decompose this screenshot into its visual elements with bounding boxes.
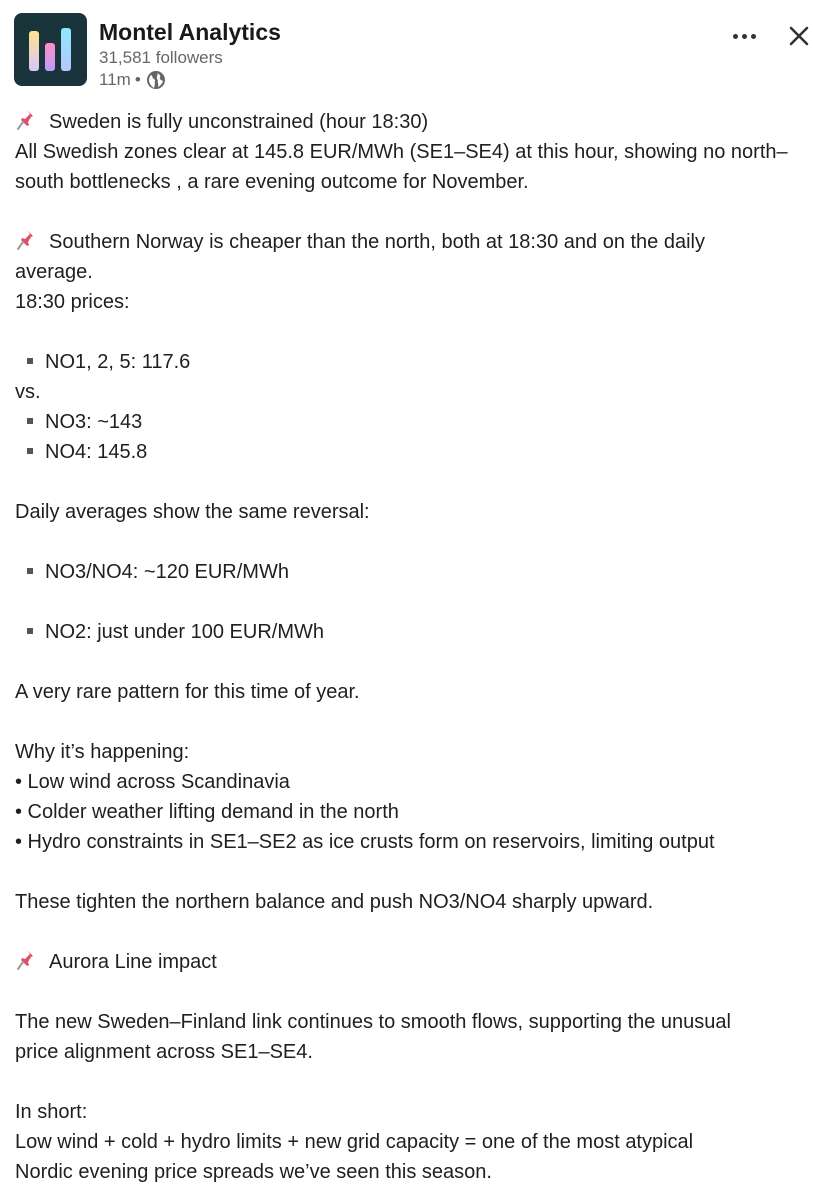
post-time: 11m <box>99 70 131 89</box>
text-line: • Hydro constraints in SE1–SE2 as ice crusts form on reservoirs, limiting output <box>15 831 715 853</box>
text-line <box>15 107 810 137</box>
company-name[interactable]: Montel Analytics <box>99 19 281 45</box>
text-line: A very rare pattern for this time of year. <box>15 681 360 703</box>
text-line: • Low wind across Scandinavia <box>15 771 290 793</box>
section-heading: Sweden is fully unconstrained (hour 18:30) <box>49 111 429 133</box>
logo-bar <box>29 31 39 71</box>
text-line <box>15 227 810 257</box>
pushpin-icon <box>15 108 39 132</box>
follower-count: 31,581 followers <box>99 48 223 67</box>
bullet-square-icon <box>27 448 33 454</box>
blank-line <box>15 527 810 557</box>
text-line: The new Sweden–Finland link continues to smooth flows, supporting the unusual <box>15 1011 731 1033</box>
section-heading: Southern Norway is cheaper than the north, both at 18:30 and on the daily <box>49 231 705 253</box>
list-item-text: NO3: ~143 <box>45 411 143 433</box>
text-line: average. <box>15 261 93 283</box>
text-line: price alignment across SE1–SE4. <box>15 1041 313 1063</box>
blank-line <box>15 317 810 347</box>
pushpin-icon <box>15 228 39 252</box>
list-item-text: NO3/NO4: ~120 EUR/MWh <box>45 561 289 583</box>
section-heading: Aurora Line impact <box>49 951 217 973</box>
list-item <box>15 557 810 587</box>
pushpin-icon <box>15 948 39 972</box>
blank-line <box>15 467 810 497</box>
bullet-square-icon <box>27 568 33 574</box>
blank-line <box>15 197 810 227</box>
separator-dot: • <box>134 70 141 89</box>
blank-line <box>15 977 810 1007</box>
text-line: south bottlenecks , a rare evening outcome for November. <box>15 171 529 193</box>
post-meta <box>99 18 281 91</box>
blank-line <box>15 647 810 677</box>
post-time-row <box>99 69 281 91</box>
blank-line <box>15 707 810 737</box>
close-button[interactable] <box>782 19 813 53</box>
list-item <box>15 407 810 437</box>
list-item-text: NO4: 145.8 <box>45 441 148 463</box>
logo-bar <box>45 43 55 71</box>
more-icon-dot <box>751 34 756 39</box>
list-item <box>15 617 810 647</box>
text-line: Why it’s happening: <box>15 741 190 763</box>
list-item <box>15 437 810 467</box>
blank-line <box>15 917 810 947</box>
bullet-square-icon <box>27 628 33 634</box>
logo-bar <box>61 28 71 71</box>
post-header <box>14 13 813 93</box>
more-options-button[interactable] <box>726 19 762 53</box>
list-item-text: NO2: just under 100 EUR/MWh <box>45 621 324 643</box>
text-line <box>15 947 810 977</box>
text-line: Nordic evening price spreads we’ve seen this season. <box>15 1161 492 1183</box>
text-line: Low wind + cold + hydro limits + new grid capacity = one of the most atypical <box>15 1131 694 1153</box>
text-line: • Colder weather lifting demand in the north <box>15 801 399 823</box>
text-line: Daily averages show the same reversal: <box>15 501 370 523</box>
post-body <box>15 107 810 1187</box>
text-line: In short: <box>15 1101 88 1123</box>
bullet-square-icon <box>27 358 33 364</box>
blank-line <box>15 587 810 617</box>
text-line: These tighten the northern balance and push NO3/NO4 sharply upward. <box>15 891 654 913</box>
blank-line <box>15 1067 810 1097</box>
company-logo[interactable] <box>14 13 87 86</box>
more-icon-dot <box>733 34 738 39</box>
globe-icon <box>146 70 166 90</box>
close-icon <box>788 25 810 47</box>
list-item <box>15 347 810 377</box>
text-line: All Swedish zones clear at 145.8 EUR/MWh (SE1–SE4) at this hour, showing no north– <box>15 141 788 163</box>
text-line: vs. <box>15 381 41 403</box>
text-line: 18:30 prices: <box>15 291 130 313</box>
bullet-square-icon <box>27 418 33 424</box>
blank-line <box>15 857 810 887</box>
list-item-text: NO1, 2, 5: 117.6 <box>45 351 191 373</box>
more-icon-dot <box>742 34 747 39</box>
